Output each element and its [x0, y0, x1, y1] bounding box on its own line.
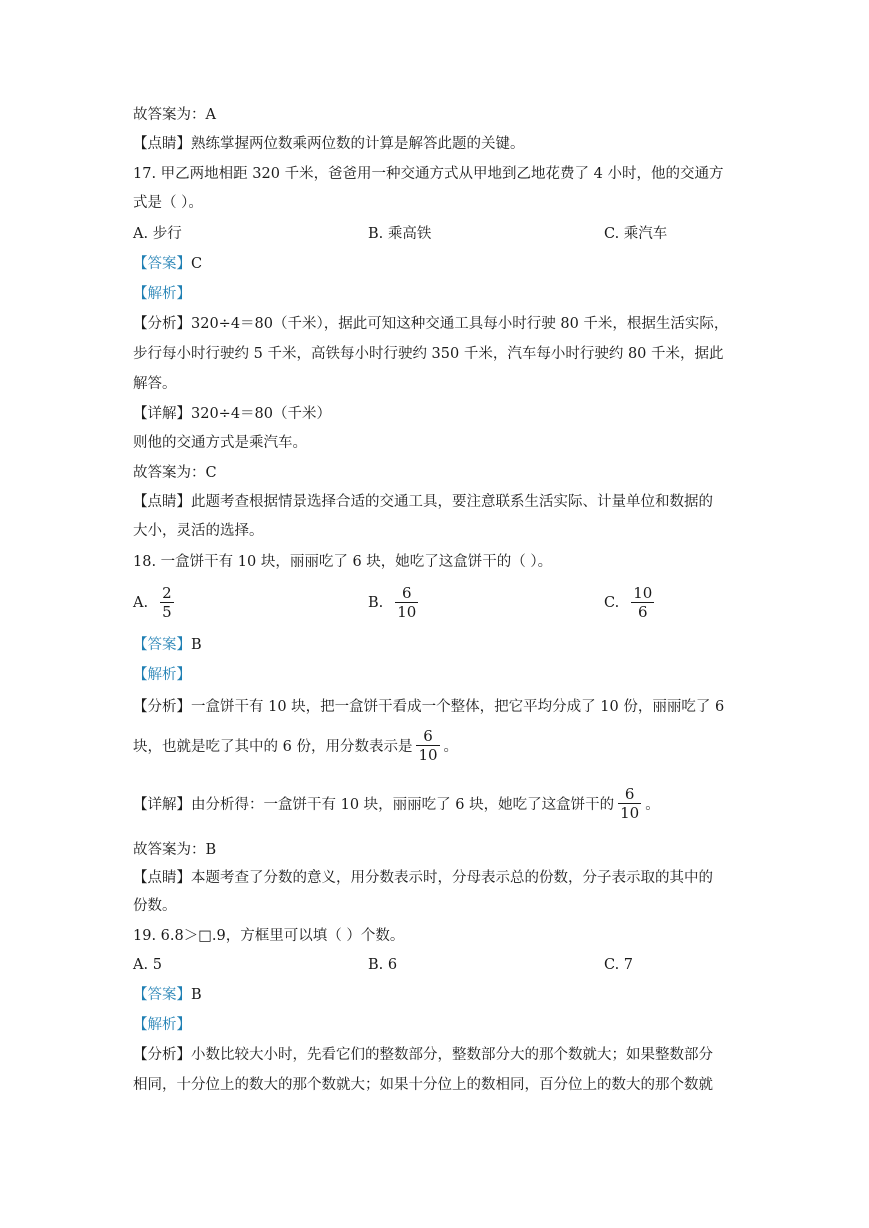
- question-17-line-1: 17. 甲乙两地相距 320 千米，爸爸用一种交通方式从甲地到乙地花费了 4 小时，他的交通方: [133, 166, 724, 182]
- q17-tip-2: 大小，灵活的选择。: [133, 523, 264, 539]
- q18-analysis-2: 块，也就是吃了其中的 6 份，用分数表示是 $\frac{6}{10}$ 。: [133, 727, 459, 764]
- tip-tag: 【点睛】: [133, 136, 191, 152]
- q19-option-b: B. 6: [368, 957, 398, 973]
- q18-option-c: C. $\frac{10}{6}$: [604, 584, 653, 621]
- fraction: $\frac{6}{10}$: [397, 584, 417, 621]
- question-19: 19. 6.8＞□.9，方框里可以填（ ）个数。: [133, 928, 405, 944]
- fraction: $\frac{6}{10}$: [620, 785, 640, 822]
- q17-jiexi: 【解析】: [133, 286, 191, 302]
- q19-analysis-2: 相同，十分位上的数大的那个数就大；如果十分位上的数相同，百分位上的数大的那个数就: [133, 1077, 713, 1093]
- fraction: $\frac{10}{6}$: [633, 584, 653, 621]
- q17-detail-2: 则他的交通方式是乘汽车。: [133, 435, 307, 451]
- q17-tip-1: 【点睛】此题考查根据情景选择合适的交通工具，要注意联系生活实际、计量单位和数据的: [133, 494, 713, 510]
- q19-option-c: C. 7: [604, 957, 634, 973]
- q19-analysis-1: 【分析】小数比较大小时，先看它们的整数部分，整数部分大的那个数就大；如果整数部分: [133, 1047, 713, 1063]
- q19-answer: 【答案】B: [133, 987, 202, 1003]
- q18-tip-1: 【点睛】本题考查了分数的意义，用分数表示时，分母表示总的份数，分子表示取的其中的: [133, 870, 713, 886]
- q17-option-c: C. 乘汽车: [604, 226, 668, 242]
- q18-analysis-1: 【分析】一盒饼干有 10 块，把一盒饼干看成一个整体，把它平均分成了 10 份，丽丽吃了 6: [133, 699, 725, 715]
- q18-option-b: B. $\frac{6}{10}$: [368, 584, 417, 621]
- tip-line: 【点睛】熟练掌握两位数乘两位数的计算是解答此题的关键。: [133, 136, 525, 152]
- q18-option-a: A. $\frac{2}{5}$: [133, 584, 172, 621]
- q18-final: 故答案为：B: [133, 842, 217, 858]
- answer-line: 故答案为：A: [133, 107, 216, 123]
- q18-answer: 【答案】B: [133, 637, 202, 653]
- q18-jiexi: 【解析】: [133, 667, 191, 683]
- fraction: $\frac{6}{10}$: [418, 727, 438, 764]
- question-18: 18. 一盒饼干有 10 块，丽丽吃了 6 块，她吃了这盒饼干的（ ）。: [133, 554, 553, 570]
- q17-answer: 【答案】C: [133, 256, 203, 272]
- fraction: $\frac{2}{5}$: [162, 584, 172, 621]
- q17-analysis-3: 解答。: [133, 376, 177, 392]
- q17-option-a: A. 步行: [133, 226, 182, 242]
- q18-tip-2: 份数。: [133, 898, 177, 914]
- q17-analysis-1: 【分析】320÷4＝80（千米），据此可知这种交通工具每小时行驶 80 千米，根据生活实际，: [133, 316, 729, 332]
- q17-detail: 【详解】320÷4＝80（千米）: [133, 406, 332, 422]
- q17-analysis-2: 步行每小时行驶约 5 千米，高铁每小时行驶约 350 千米，汽车每小时行驶约 80 千米，据此: [133, 346, 724, 362]
- q17-option-b: B. 乘高铁: [368, 226, 432, 242]
- question-17-line-2: 式是（ ）。: [133, 195, 203, 211]
- q19-option-a: A. 5: [133, 957, 162, 973]
- q18-detail: 【详解】 由分析得：一盒饼干有 10 块，丽丽吃了 6 块，她吃了这盒饼干的 $\frac{6}{10}$ 。: [133, 785, 660, 822]
- q17-final: 故答案为：C: [133, 465, 217, 481]
- q19-jiexi: 【解析】: [133, 1017, 191, 1033]
